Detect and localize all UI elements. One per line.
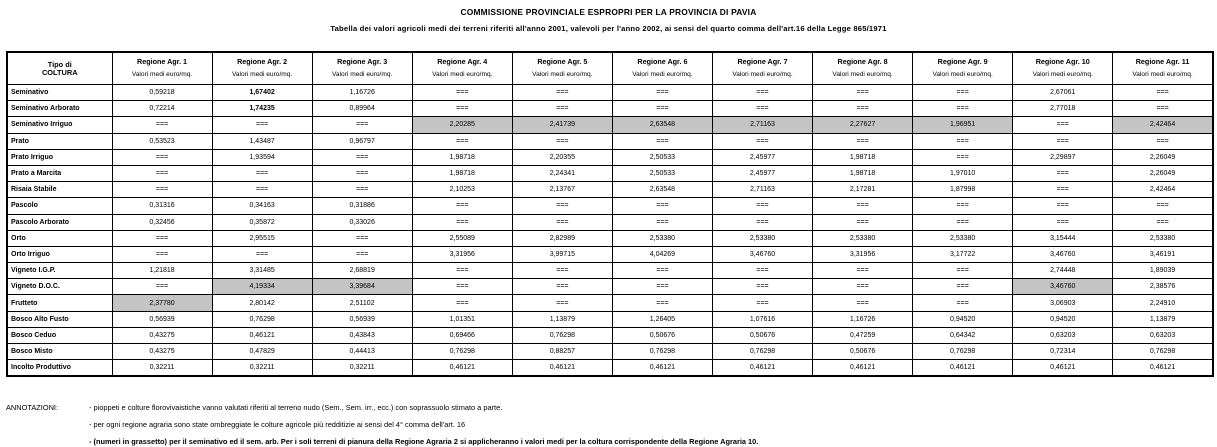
value-cell: 1,16726 <box>813 311 913 327</box>
value-cell: 0,50676 <box>612 327 712 343</box>
value-cell: 0,63203 <box>1113 327 1213 343</box>
value-cell: === <box>212 165 312 181</box>
value-cell: === <box>212 117 312 133</box>
value-cell: 0,47829 <box>212 344 312 360</box>
value-cell: 2,53380 <box>712 230 812 246</box>
crop-name-cell: Orto <box>7 230 112 246</box>
region-name: Regione Agr. 1 <box>137 57 188 67</box>
value-cell: 2,68819 <box>312 263 412 279</box>
value-cell: === <box>612 279 712 295</box>
annotation-note: - per ogni regione agraria sono state ombreggiate le colture agricole più redditizie ai sensi del 4° comma dell'art. 16 <box>89 420 466 429</box>
value-cell: 2,74448 <box>1013 263 1113 279</box>
value-cell: === <box>712 295 812 311</box>
region-name: Regione Agr. 7 <box>737 57 788 67</box>
value-cell: 1,21818 <box>112 263 212 279</box>
value-cell: 3,31956 <box>412 246 512 262</box>
value-cell: 2,27627 <box>813 117 913 133</box>
value-cell: === <box>612 85 712 101</box>
value-cell: === <box>412 85 512 101</box>
value-cell: 3,31485 <box>212 263 312 279</box>
value-cell: 0,43275 <box>112 327 212 343</box>
crop-name-cell: Seminativo Arborato <box>7 101 112 117</box>
crop-name-cell: Bosco Ceduo <box>7 327 112 343</box>
value-cell: === <box>813 279 913 295</box>
value-cell: 2,42464 <box>1113 117 1213 133</box>
value-cell: === <box>312 149 412 165</box>
value-cell: 3,46760 <box>1013 246 1113 262</box>
value-cell: 1,43487 <box>212 133 312 149</box>
value-cell: 0,72214 <box>112 101 212 117</box>
value-cell: === <box>1113 101 1213 117</box>
value-cell: === <box>1113 198 1213 214</box>
value-cell: 1,67402 <box>212 85 312 101</box>
value-cell: === <box>412 263 512 279</box>
value-cell: 4,19334 <box>212 279 312 295</box>
value-cell: 2,80142 <box>212 295 312 311</box>
value-cell: 1,97010 <box>913 165 1013 181</box>
crop-name-cell: Frutteto <box>7 295 112 311</box>
value-cell: 0,31316 <box>112 198 212 214</box>
table-row <box>7 133 1213 149</box>
agricultural-values-table <box>6 51 1214 377</box>
table-row <box>7 165 1213 181</box>
value-cell: === <box>612 101 712 117</box>
value-cell: 0,32211 <box>112 360 212 377</box>
value-cell: === <box>712 101 812 117</box>
value-cell: 1,87998 <box>913 182 1013 198</box>
table-row <box>7 85 1213 101</box>
value-cell: === <box>913 101 1013 117</box>
value-cell: 2,45977 <box>712 149 812 165</box>
value-cell: 2,26049 <box>1113 165 1213 181</box>
value-cell: 3,46760 <box>1013 279 1113 295</box>
value-cell: === <box>112 165 212 181</box>
value-cell: === <box>1113 214 1213 230</box>
value-cell: === <box>1113 85 1213 101</box>
value-cell: 1,96951 <box>913 117 1013 133</box>
value-cell: 2,53380 <box>813 230 913 246</box>
value-cell: 0,63203 <box>1013 327 1113 343</box>
crop-name-cell: Risaia Stabile <box>7 182 112 198</box>
value-cell: === <box>1113 133 1213 149</box>
region-unit-label: Valori medi euro/mq. <box>432 71 493 79</box>
annotations-label: ANNOTAZIONI: <box>6 403 59 412</box>
table-row <box>7 230 1213 246</box>
value-cell: 2,45977 <box>712 165 812 181</box>
table-body <box>7 85 1213 377</box>
value-cell: 0,88257 <box>512 344 612 360</box>
crop-header-line-1: Tipo di <box>47 60 72 70</box>
value-cell: 0,31886 <box>312 198 412 214</box>
value-cell: 0,89964 <box>312 101 412 117</box>
value-cell: 3,06903 <box>1013 295 1113 311</box>
value-cell: === <box>112 230 212 246</box>
value-cell: 0,46121 <box>813 360 913 377</box>
value-cell: 1,13879 <box>1113 311 1213 327</box>
value-cell: 0,46121 <box>1013 360 1113 377</box>
value-cell: 0,34163 <box>212 198 312 214</box>
value-cell: 2,53380 <box>612 230 712 246</box>
value-cell: 2,24910 <box>1113 295 1213 311</box>
value-cell: 2,77018 <box>1013 101 1113 117</box>
value-cell: === <box>712 198 812 214</box>
value-cell: 0,76298 <box>712 344 812 360</box>
value-cell: === <box>512 101 612 117</box>
table-row <box>7 263 1213 279</box>
region-name: Regione Agr. 4 <box>437 57 488 67</box>
value-cell: 0,46121 <box>1113 360 1213 377</box>
crop-name-cell: Seminativo Irriguo <box>7 117 112 133</box>
value-cell: === <box>612 214 712 230</box>
value-cell: === <box>612 198 712 214</box>
value-cell: 0,50676 <box>712 327 812 343</box>
table-row <box>7 117 1213 133</box>
value-cell: 0,59218 <box>112 85 212 101</box>
value-cell: 0,50676 <box>813 344 913 360</box>
value-cell: === <box>813 295 913 311</box>
region-unit-label: Valori medi euro/mq. <box>1132 71 1193 79</box>
value-cell: 1,74235 <box>212 101 312 117</box>
value-cell: 2,67061 <box>1013 85 1113 101</box>
value-cell: === <box>712 133 812 149</box>
value-cell: === <box>913 295 1013 311</box>
value-cell: 2,24341 <box>512 165 612 181</box>
value-cell: === <box>913 85 1013 101</box>
value-cell: === <box>312 230 412 246</box>
value-cell: 1,98718 <box>412 165 512 181</box>
region-name: Regione Agr. 6 <box>637 57 688 67</box>
value-cell: 2,29897 <box>1013 149 1113 165</box>
value-cell: 2,63548 <box>612 117 712 133</box>
crop-name-cell: Incolto Produttivo <box>7 360 112 377</box>
value-cell: 2,82989 <box>512 230 612 246</box>
value-cell: 1,93594 <box>212 149 312 165</box>
value-cell: 2,53380 <box>1113 230 1213 246</box>
value-cell: 2,26049 <box>1113 149 1213 165</box>
value-cell: === <box>913 198 1013 214</box>
region-header <box>512 52 612 85</box>
value-cell: === <box>212 246 312 262</box>
region-header <box>612 52 712 85</box>
value-cell: === <box>612 295 712 311</box>
value-cell: === <box>512 198 612 214</box>
region-header <box>1013 52 1113 85</box>
region-name: Regione Agr. 11 <box>1135 57 1190 67</box>
value-cell: === <box>1013 182 1113 198</box>
value-cell: === <box>1013 214 1113 230</box>
value-cell: === <box>512 279 612 295</box>
crop-name-cell: Prato Irriguo <box>7 149 112 165</box>
value-cell: 1,98718 <box>813 149 913 165</box>
value-cell: === <box>1013 133 1113 149</box>
value-cell: 0,94520 <box>1013 311 1113 327</box>
value-cell: === <box>813 133 913 149</box>
region-unit-label: Valori medi euro/mq. <box>532 71 593 79</box>
region-unit-label: Valori medi euro/mq. <box>332 71 393 79</box>
value-cell: 2,71163 <box>712 182 812 198</box>
value-cell: === <box>412 101 512 117</box>
value-cell: 0,94520 <box>913 311 1013 327</box>
value-cell: 0,56939 <box>312 311 412 327</box>
value-cell: === <box>913 214 1013 230</box>
value-cell: === <box>412 295 512 311</box>
value-cell: === <box>712 214 812 230</box>
region-unit-label: Valori medi euro/mq. <box>732 71 793 79</box>
value-cell: 2,41739 <box>512 117 612 133</box>
value-cell: === <box>512 214 612 230</box>
value-cell: 0,76298 <box>1113 344 1213 360</box>
region-name: Regione Agr. 2 <box>237 57 288 67</box>
value-cell: === <box>112 279 212 295</box>
value-cell: 0,46121 <box>412 360 512 377</box>
value-cell: 2,20285 <box>412 117 512 133</box>
value-cell: 3,46191 <box>1113 246 1213 262</box>
value-cell: === <box>312 182 412 198</box>
crop-name-cell: Bosco Alto Fusto <box>7 311 112 327</box>
value-cell: === <box>312 165 412 181</box>
value-cell: 0,72314 <box>1013 344 1113 360</box>
value-cell: 2,50533 <box>612 165 712 181</box>
crop-name-cell: Seminativo <box>7 85 112 101</box>
region-header <box>312 52 412 85</box>
value-cell: === <box>312 117 412 133</box>
value-cell: 1,98718 <box>412 149 512 165</box>
value-cell: === <box>1013 117 1113 133</box>
value-cell: 1,26405 <box>612 311 712 327</box>
value-cell: 0,76298 <box>212 311 312 327</box>
value-cell: 2,10253 <box>412 182 512 198</box>
value-cell: 1,13879 <box>512 311 612 327</box>
value-cell: === <box>612 133 712 149</box>
crop-header-line-2: COLTURA <box>41 67 78 77</box>
value-cell: 0,32211 <box>212 360 312 377</box>
value-cell: 1,89039 <box>1113 263 1213 279</box>
region-header <box>913 52 1013 85</box>
value-cell: 0,46121 <box>712 360 812 377</box>
value-cell: === <box>712 263 812 279</box>
region-name: Regione Agr. 3 <box>337 57 388 67</box>
value-cell: 0,69466 <box>412 327 512 343</box>
value-cell: === <box>813 85 913 101</box>
value-cell: === <box>913 263 1013 279</box>
value-cell: === <box>112 149 212 165</box>
value-cell: 0,64342 <box>913 327 1013 343</box>
crop-type-header <box>7 52 112 85</box>
region-unit-label: Valori medi euro/mq. <box>832 71 893 79</box>
value-cell: 2,37780 <box>112 295 212 311</box>
value-cell: === <box>712 279 812 295</box>
value-cell: 2,17281 <box>813 182 913 198</box>
value-cell: 0,44413 <box>312 344 412 360</box>
value-cell: === <box>412 214 512 230</box>
value-cell: 0,47259 <box>813 327 913 343</box>
region-name: Regione Agr. 9 <box>937 57 988 67</box>
value-cell: === <box>412 133 512 149</box>
value-cell: === <box>212 182 312 198</box>
values-table-container <box>6 51 1212 377</box>
crop-name-cell: Prato <box>7 133 112 149</box>
page-title: COMMISSIONE PROVINCIALE ESPROPRI PER LA PROVINCIA DI PAVIA <box>460 7 757 17</box>
value-cell: 0,56939 <box>112 311 212 327</box>
value-cell: 3,46760 <box>712 246 812 262</box>
table-row <box>7 327 1213 343</box>
value-cell: 0,76298 <box>412 344 512 360</box>
value-cell: === <box>112 117 212 133</box>
value-cell: 2,20355 <box>512 149 612 165</box>
table-row <box>7 101 1213 117</box>
crop-name-cell: Pascolo <box>7 198 112 214</box>
value-cell: 0,46121 <box>212 327 312 343</box>
table-row <box>7 360 1213 377</box>
region-unit-label: Valori medi euro/mq. <box>1032 71 1093 79</box>
value-cell: 0,32211 <box>312 360 412 377</box>
value-cell: === <box>312 246 412 262</box>
value-cell: === <box>1013 198 1113 214</box>
table-row <box>7 149 1213 165</box>
crop-name-cell: Vigneto I.G.P. <box>7 263 112 279</box>
crop-name-cell: Prato a Marcita <box>7 165 112 181</box>
value-cell: === <box>813 198 913 214</box>
value-cell: 2,42464 <box>1113 182 1213 198</box>
value-cell: === <box>913 133 1013 149</box>
value-cell: 0,33026 <box>312 214 412 230</box>
crop-name-cell: Pascolo Arborato <box>7 214 112 230</box>
value-cell: === <box>813 263 913 279</box>
crop-name-cell: Vigneto D.O.C. <box>7 279 112 295</box>
value-cell: === <box>712 85 812 101</box>
region-unit-label: Valori medi euro/mq. <box>131 71 193 79</box>
table-row <box>7 214 1213 230</box>
table-row <box>7 279 1213 295</box>
value-cell: === <box>612 263 712 279</box>
page-subtitle: Tabella dei valori agricoli medi dei terreni riferiti all'anno 2001, valevoli per l'anno 2002, ai sensi del quarto comma dell'art.16 della Legge 865/1971 <box>330 24 887 33</box>
region-header <box>112 52 212 85</box>
value-cell: 0,32456 <box>112 214 212 230</box>
region-unit-label: Valori medi euro/mq. <box>231 71 293 79</box>
region-header <box>712 52 812 85</box>
value-cell: 0,96797 <box>312 133 412 149</box>
value-cell: 0,46121 <box>612 360 712 377</box>
value-cell: 3,31956 <box>813 246 913 262</box>
value-cell: === <box>112 246 212 262</box>
value-cell: 2,55089 <box>412 230 512 246</box>
value-cell: === <box>913 279 1013 295</box>
value-cell: 0,53523 <box>112 133 212 149</box>
table-row <box>7 182 1213 198</box>
table-row <box>7 344 1213 360</box>
value-cell: === <box>512 263 612 279</box>
value-cell: === <box>512 133 612 149</box>
value-cell: 3,39684 <box>312 279 412 295</box>
value-cell: 3,15444 <box>1013 230 1113 246</box>
value-cell: === <box>512 295 612 311</box>
value-cell: 2,53380 <box>913 230 1013 246</box>
region-header <box>412 52 512 85</box>
table-row <box>7 311 1213 327</box>
value-cell: 3,17722 <box>913 246 1013 262</box>
annotation-note: - (numeri in grassetto) per il seminativo ed il sem. arb. Per i soli terreni di pianura della Regione Agraria 2 si applicheranno i valori medi per la coltura corrispondente della Regione Agraria 10. <box>89 437 759 446</box>
region-header <box>1113 52 1213 85</box>
table-row <box>7 198 1213 214</box>
value-cell: 4,04269 <box>612 246 712 262</box>
region-unit-label: Valori medi euro/mq. <box>932 71 993 79</box>
region-unit-label: Valori medi euro/mq. <box>632 71 693 79</box>
value-cell: 1,16726 <box>312 85 412 101</box>
value-cell: === <box>512 85 612 101</box>
value-cell: 2,95515 <box>212 230 312 246</box>
value-cell: 0,76298 <box>913 344 1013 360</box>
region-name: Regione Agr. 10 <box>1035 57 1090 67</box>
region-header <box>212 52 312 85</box>
crop-name-cell: Bosco Misto <box>7 344 112 360</box>
value-cell: 0,43843 <box>312 327 412 343</box>
value-cell: 2,50533 <box>612 149 712 165</box>
value-cell: === <box>913 149 1013 165</box>
value-cell: 2,63548 <box>612 182 712 198</box>
value-cell: 2,13767 <box>512 182 612 198</box>
value-cell: 2,38576 <box>1113 279 1213 295</box>
table-row <box>7 295 1213 311</box>
value-cell: 3,99715 <box>512 246 612 262</box>
value-cell: 2,51102 <box>312 295 412 311</box>
value-cell: 0,76298 <box>612 344 712 360</box>
value-cell: === <box>1013 165 1113 181</box>
value-cell: 0,43275 <box>112 344 212 360</box>
value-cell: 0,46121 <box>913 360 1013 377</box>
value-cell: === <box>112 182 212 198</box>
crop-name-cell: Orto Irriguo <box>7 246 112 262</box>
value-cell: === <box>412 198 512 214</box>
value-cell: 0,76298 <box>512 327 612 343</box>
region-header <box>813 52 913 85</box>
annotation-note: - pioppeti e colture florovivaistiche vanno valutati riferiti al terreno nudo (Sem., Sem. irr., ecc.) con soprassuolo stimato a parte. <box>89 403 503 412</box>
value-cell: 1,01351 <box>412 311 512 327</box>
table-row <box>7 246 1213 262</box>
value-cell: 1,07616 <box>712 311 812 327</box>
value-cell: === <box>813 101 913 117</box>
value-cell: 0,46121 <box>512 360 612 377</box>
region-name: Regione Agr. 5 <box>537 57 588 67</box>
region-name: Regione Agr. 8 <box>837 57 888 67</box>
table-header-row <box>7 52 1213 85</box>
value-cell: 0,35872 <box>212 214 312 230</box>
value-cell: 2,71163 <box>712 117 812 133</box>
value-cell: === <box>813 214 913 230</box>
value-cell: === <box>412 279 512 295</box>
value-cell: 1,98718 <box>813 165 913 181</box>
